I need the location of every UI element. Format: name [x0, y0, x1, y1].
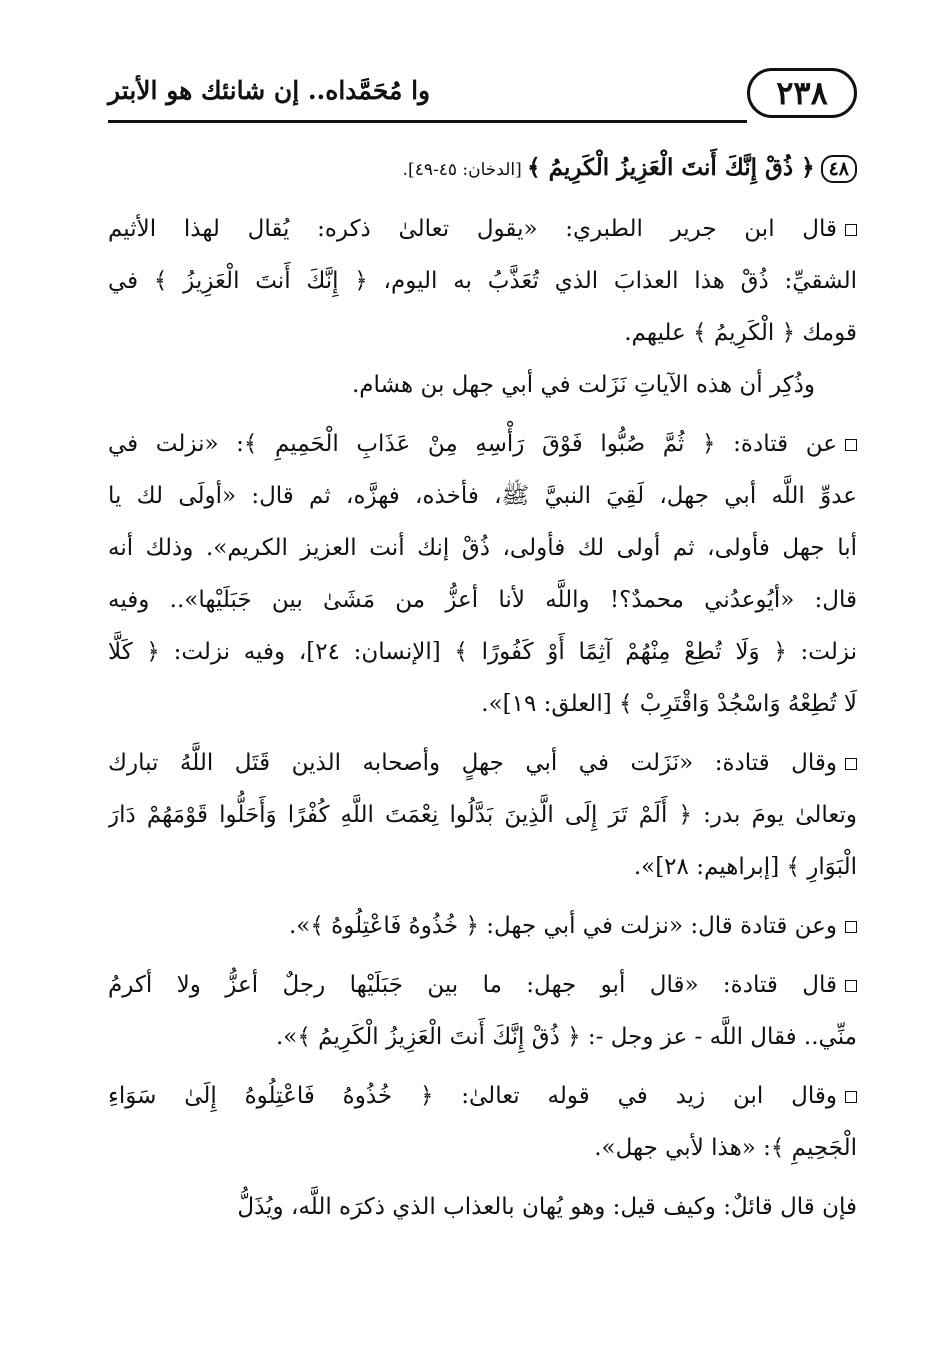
quran-verse: ﴿ ذُقْ إِنَّكَ أَنتَ الْعَزِيزُ الْكَرِيمُ ﴾ — [527, 154, 815, 181]
text-line — [108, 789, 857, 841]
page-header — [108, 68, 857, 128]
text-line — [108, 255, 857, 307]
text-line — [108, 142, 857, 196]
line-text: فإن قال قائلٌ: وكيف قيل: وهو يُهان بالعذاب الذي ذكرَه اللَّه، ويُذَلُّ — [237, 1194, 857, 1220]
line-text: الشقيِّ: ذُقْ هذا العذابَ الذي تُعَذَّبُ به اليوم، ﴿ إِنَّكَ أَنتَ الْعَزِيزُ ﴾ في — [108, 268, 857, 294]
text-line — [108, 1122, 857, 1174]
text-line — [108, 959, 857, 1011]
paragraph-gap — [108, 730, 857, 737]
line-text: قال قتادة: «قال أبو جهل: ما بين جَبَلَيْها رجلٌ أعزُّ ولا أكرمُ — [108, 972, 837, 998]
paragraph-gap — [108, 411, 857, 418]
paragraph-marker-icon — [845, 921, 857, 933]
paragraph-gap — [108, 1174, 857, 1181]
verse-number: ٤٨ — [821, 155, 857, 183]
text-line — [108, 470, 857, 522]
paragraph-gap — [108, 893, 857, 900]
line-text: وقال قتادة: «نَزَلت في أبي جهلٍ وأصحابه الذين قَتَل اللَّهُ تبارك — [108, 750, 837, 776]
text-line — [108, 841, 857, 893]
line-text: قومك ﴿ الْكَرِيمُ ﴾ عليهم. — [624, 320, 857, 346]
paragraph-gap — [108, 952, 857, 959]
line-text: وقال ابن زيد في قوله تعالىٰ: ﴿ خُذُوهُ فَاعْتِلُوهُ إِلَىٰ سَوَاءِ — [108, 1083, 837, 1109]
text-line — [108, 626, 857, 678]
line-text: قال ابن جرير الطبري: «يقول تعالىٰ ذكره: يُقال لهذا الأثيم — [108, 216, 837, 242]
body-text — [108, 142, 857, 1233]
text-line — [108, 307, 857, 359]
line-text: أبا جهل فأولى، ثم أولى لك فأولى، ذُقْ إنك أنت العزيز الكريم». وذلك أنه — [108, 535, 857, 561]
line-text: وذُكِر أن هذه الآياتِ نَزَلت في أبي جهل بن هشام. — [351, 372, 815, 398]
text-line — [108, 737, 857, 789]
text-line — [108, 574, 857, 626]
line-text: لَا تُطِعْهُ وَاسْجُدْ وَاقْتَرِبْ ﴾ [العلق: ١٩]». — [481, 691, 857, 717]
text-line — [108, 900, 857, 952]
paragraph-marker-icon — [845, 439, 857, 451]
header-rule — [108, 120, 747, 123]
text-line — [108, 203, 857, 255]
paragraph-gap — [108, 196, 857, 203]
page-number: ٢٣٨ — [747, 68, 857, 118]
line-text: قال: «أيُوعدُني محمدٌ؟! واللَّه لأنا أعزُّ من مَشَىٰ بين جَبَلَيْها».. وفيه — [108, 587, 857, 613]
text-line — [108, 418, 857, 470]
line-text: الْبَوَارِ ﴾ [إبراهيم: ٢٨]». — [633, 854, 857, 880]
line-text: نزلت: ﴿ وَلَا تُطِعْ مِنْهُمْ آثِمًا أَوْ كَفُورًا ﴾ [الإنسان: ٢٤]، وفيه نزلت: ﴿ كَلَّا — [108, 639, 857, 665]
text-line — [108, 1011, 857, 1063]
line-text: منِّي.. فقال اللَّه - عز وجل -: ﴿ ذُقْ إِنَّكَ أَنتَ الْعَزِيزُ الْكَرِيمُ ﴾». — [276, 1024, 857, 1050]
paragraph-gap — [108, 1063, 857, 1070]
text-line — [108, 522, 857, 574]
text-line — [108, 359, 857, 411]
text-line — [108, 1181, 857, 1233]
line-text: وتعالىٰ يومَ بدر: ﴿ أَلَمْ تَرَ إِلَى الَّذِينَ بَدَّلُوا نِعْمَتَ اللَّهِ كُفْرًا وَأَحَلُّوا قَوْمَهُمْ دَارَ — [108, 802, 857, 828]
paragraph-marker-icon — [845, 224, 857, 236]
running-title: وا مُحَمَّداه.. إن شانئك هو الأبتر — [108, 76, 431, 105]
line-text: الْجَحِيمِ ﴾: «هذا لأبي جهل». — [594, 1135, 857, 1161]
paragraph-marker-icon — [845, 758, 857, 770]
paragraph-marker-icon — [845, 980, 857, 992]
verse-reference: [الدخان: ٤٥-٤٩]. — [402, 160, 528, 180]
line-text: وعن قتادة قال: «نزلت في أبي جهل: ﴿ خُذُوهُ فَاعْتِلُوهُ ﴾». — [288, 913, 837, 939]
paragraph-marker-icon — [845, 1091, 857, 1103]
line-text: عن قتادة: ﴿ ثُمَّ صُبُّوا فَوْقَ رَأْسِهِ مِنْ عَذَابِ الْحَمِيمِ ﴾: «نزلت في — [108, 431, 837, 457]
text-line — [108, 678, 857, 730]
text-line — [108, 1070, 857, 1122]
line-text: عدوِّ اللَّه أبي جهل، لَقِيَ النبيَّ ﷺ، فأخذه، فهزَّه، ثم قال: «أولَى لك يا — [108, 483, 857, 509]
